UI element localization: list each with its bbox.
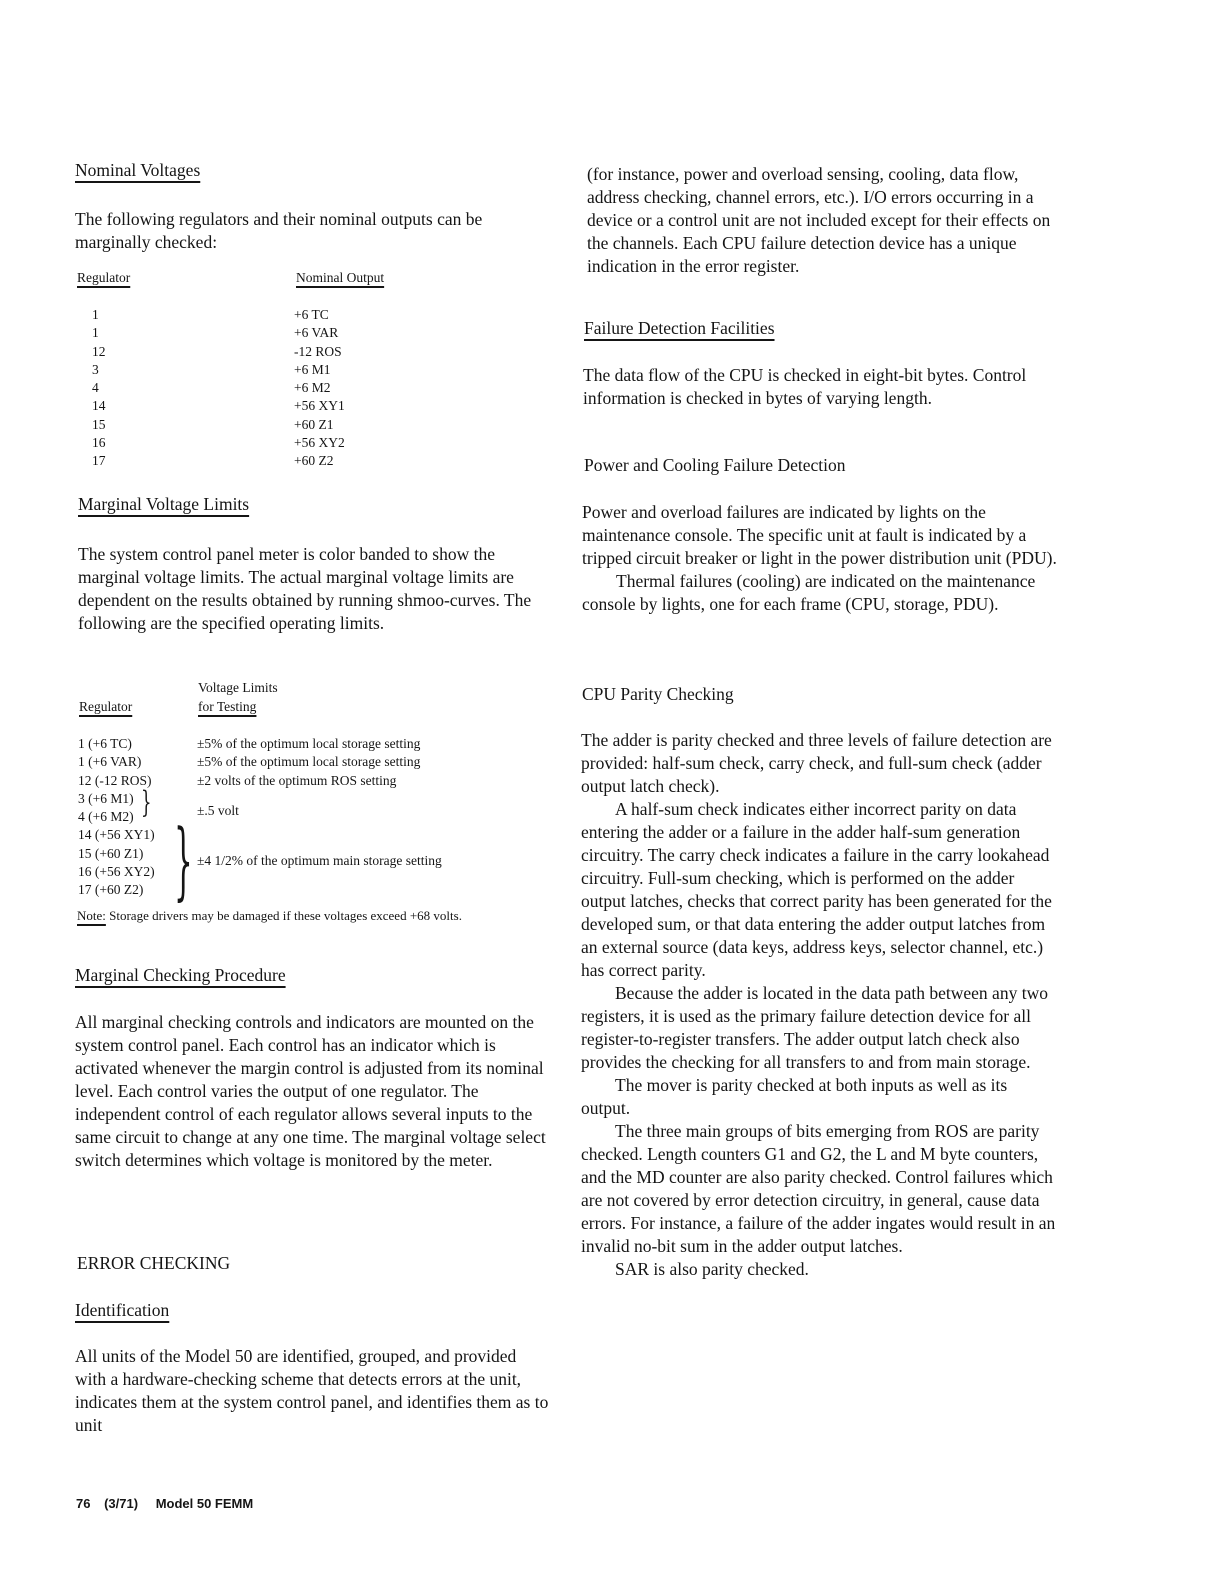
table-row: 12 (-12 ROS) [78, 772, 152, 788]
nominal-intro: The following regulators and their nominal outputs can be marginally checked: [75, 209, 483, 252]
table-row: 3 [92, 361, 99, 377]
failure-detection-facilities-heading: Failure Detection Facilities [584, 318, 775, 338]
nominal-col-regulator: Regulator [77, 270, 131, 285]
table-row: 17 [92, 453, 106, 469]
group-main-limit: ±4 1/2% of the optimum main storage setting [197, 853, 442, 868]
table-row: 14 [92, 398, 106, 414]
limits-col-header-line2: for Testing [198, 699, 257, 714]
limits-col-header-line1: Voltage Limits [198, 680, 278, 695]
footer-date: (3/71) [104, 1496, 139, 1511]
cpu-parity-paragraphs: The adder is parity checked and three levels of failure detection are provided: half-sum check, carry check, and full-sum check (adder output latch check). A half-sum check indicates either incorrect parity on data entering the adder or a failure in the adder half-sum generation circuitry. The carry check indicates a failure in the carry lookahead circuitry. Full-sum checking, which is performed on the adder output latches, checks that correct parity has been generated for the developed sum, or that data entering the adder output latches from an external source (data keys, address keys, selector channel, etc.) has correct parity. Because the adder is located in the data path between any two registers, it is used as the primary failure detection device for all register-to-register transfers. The adder output latch check also provides the checking for all transfers to and from main storage. The mover is parity checked at both inputs as well as its output. The three main groups of bits emerging from ROS are parity checked. Length counters G1 and G2, the L and M byte counters, and the MD counter are also parity checked. Control failures which are not covered by error detection circuitry, in general, cause data errors. For instance, a failure of the adder ingates would result in an invalid no-bit sum in the adder output latches. SAR is also parity checked. [581, 730, 1056, 1279]
table-row: 1 [92, 307, 99, 322]
table-row: ±5% of the optimum local storage setting [197, 754, 421, 770]
facilities-paragraph: The data flow of the CPU is checked in eight-bit bytes. Control information is checked in bytes of varying length. [583, 365, 1027, 408]
table-row: 4 [92, 380, 99, 396]
limits-paragraph: The system control panel meter is color banded to show the marginal voltage limits. The actual marginal voltage limits are dependent on the results obtained by running shmoo-curves. The following are the specified operating limits. [78, 544, 532, 633]
table-row: 1 (+6 TC) [78, 736, 132, 751]
nominal-voltages-heading: Nominal Voltages [75, 160, 201, 180]
procedure-paragraph: All marginal checking controls and indicators are mounted on the system control panel. Each control has an indicator which is activated whenever the margin control is adjusted from its nominal level. Each control varies the output of one regulator. The independent control of each regulator allows several inputs to the same circuit to change at any one time. The marginal voltage select switch determines which voltage is monitored by the meter. [75, 1012, 546, 1170]
table-row: 14 (+56 XY1) [78, 827, 155, 843]
note-text: Storage drivers may be damaged if these voltages exceed +68 volts. [109, 908, 462, 923]
page-footer [76, 1496, 253, 1511]
power-cooling-paragraphs: Power and overload failures are indicated by lights on the maintenance console. The specific unit at fault is indicated by a tripped circuit breaker or light in the power distribution unit (PDU). Thermal failures (cooling) are indicated on the maintenance console by lights, one for each frame (CPU, storage, PDU). [582, 502, 1057, 614]
nominal-regulator-list [92, 306, 106, 471]
nominal-output-list [294, 306, 345, 471]
limits-col-regulator: Regulator [79, 699, 133, 714]
marginal-voltage-limits-heading: Marginal Voltage Limits [78, 494, 250, 514]
table-row: +60 Z2 [294, 453, 334, 469]
marginal-checking-procedure-heading: Marginal Checking Procedure [75, 965, 286, 985]
table-row: +56 XY1 [294, 398, 345, 414]
limits-value-list [197, 735, 420, 790]
note-label: Note: [77, 908, 106, 923]
table-row: +60 Z1 [294, 416, 334, 432]
error-checking-heading: ERROR CHECKING [77, 1253, 231, 1273]
page-number: 76 [76, 1496, 91, 1511]
identification-heading: Identification [75, 1300, 170, 1320]
table-row: -12 ROS [294, 343, 342, 359]
continuation-paragraph: (for instance, power and overload sensing, cooling, data flow, address checking, channel errors, etc.). I/O errors occurring in a device or a control unit are not included except for their effects on the channels. Each CPU failure detection device has a unique indication in the error register. [587, 164, 1051, 276]
table-row: ±5% of the optimum local storage setting [197, 736, 421, 751]
identification-paragraph: All units of the Model 50 are identified, grouped, and provided with a hardware-checking scheme that detects errors at the unit, indicates them at the system control panel, and identifies them as to unit [75, 1346, 549, 1435]
table-row: 15 (+60 Z1) [78, 845, 144, 861]
table-row: 12 [92, 343, 106, 359]
nominal-col-output: Nominal Output [296, 270, 385, 285]
table-row: +6 M2 [294, 380, 331, 396]
table-row: +6 TC [294, 307, 329, 322]
table-row: 17 (+60 Z2) [78, 882, 144, 898]
storage-note [77, 906, 547, 925]
table-row: +56 XY2 [294, 435, 345, 451]
brace-main-group: } [174, 811, 193, 909]
table-row: +6 VAR [294, 325, 339, 341]
power-cooling-heading: Power and Cooling Failure Detection [584, 455, 846, 475]
footer-manual-title: Model 50 FEMM [155, 1496, 254, 1511]
table-row: +6 M1 [294, 361, 331, 377]
group-m-limit: ±.5 volt [197, 803, 239, 818]
table-row: 15 [92, 416, 106, 432]
table-row: 16 (+56 XY2) [78, 864, 155, 880]
table-row: 1 (+6 VAR) [78, 754, 142, 770]
table-row: 4 (+6 M2) [78, 809, 134, 825]
cpu-parity-heading: CPU Parity Checking [582, 684, 734, 704]
table-row: 16 [92, 435, 106, 451]
table-row: ±2 volts of the optimum ROS setting [197, 772, 397, 788]
table-row: 1 [92, 325, 99, 341]
table-row: 3 (+6 M1) [78, 790, 134, 806]
brace-m-group: } [141, 785, 152, 820]
